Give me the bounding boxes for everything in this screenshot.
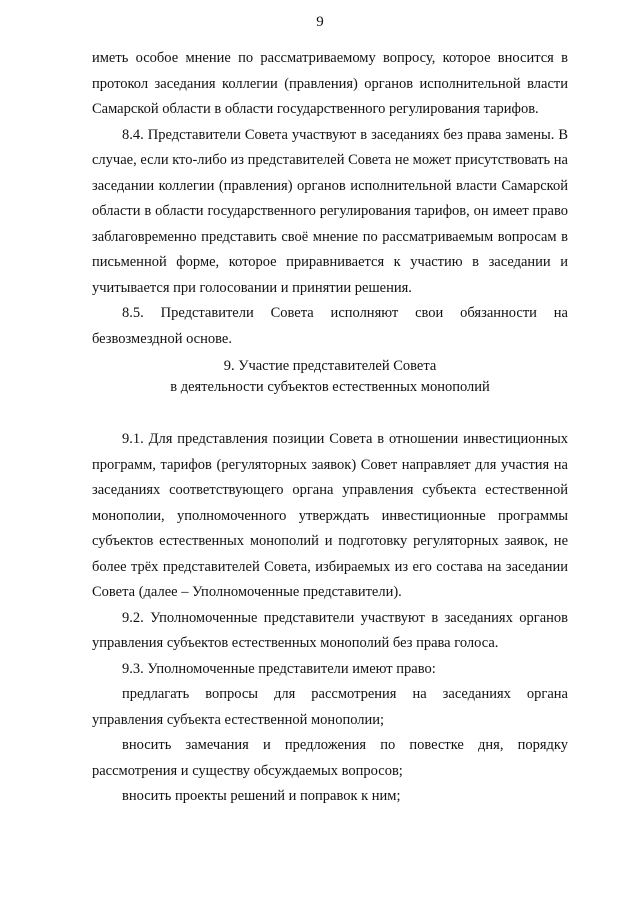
section-heading-line-1: 9. Участие представителей Совета <box>223 358 437 374</box>
paragraph-9-1: 9.1. Для представления позиции Совета в отношении инвестиционных программ, тарифов (регуляторных заявок) Совет направляет для участия на заседаниях соответствующего органа управления субъекта естественной монополии, уполномоченного утверждать инвестиционные программы субъектов естественных монополий и подготовку регуляторных заявок, не более трёх представителей Совета, избираемых из его состава на заседании Совета (далее – Уполномоченные представители). <box>92 431 568 600</box>
section-heading-line-2: в деятельности субъектов естественных монополий <box>170 379 490 395</box>
paragraph-8-4: 8.4. Представители Совета участвуют в заседаниях без права замены. В случае, если кто-либо из представителей Совета не может присутствовать на заседании коллегии (правления) органов исполнительной власти Самарской области в области государственного регулирования тарифов, он имеет право заблаговременно представить своё мнение по рассматриваемым вопросам в письменной форме, которое приравнивается к участию в заседании и учитывается при голосовании и принятии решения. <box>92 126 568 296</box>
section-heading <box>92 356 568 398</box>
paragraph-9-2: 9.2. Уполномоченные представители участвуют в заседаниях органов управления субъектов естественных монополий без права голоса. <box>92 609 568 651</box>
paragraph-right-1: предлагать вопросы для рассмотрения на заседаниях органа управления субъекта естественной монополии; <box>92 686 568 728</box>
document-body <box>92 46 568 810</box>
page-number: 9 <box>316 14 324 30</box>
paragraph-right-2: вносить замечания и предложения по повестке дня, порядку рассмотрения и существу обсуждаемых вопросов; <box>92 737 568 779</box>
paragraph-right-3: вносить проекты решений и поправок к ним; <box>122 788 401 804</box>
paragraph-8-5: 8.5. Представители Совета исполняют свои обязанности на безвозмездной основе. <box>92 305 568 347</box>
paragraph-continuation: иметь особое мнение по рассматриваемому вопросу, которое вносится в протокол заседания коллегии (правления) органов исполнительной власти Самарской области в области государственного регулирования тарифов. <box>92 50 568 117</box>
paragraph-9-3: 9.3. Уполномоченные представители имеют право: <box>122 660 436 677</box>
